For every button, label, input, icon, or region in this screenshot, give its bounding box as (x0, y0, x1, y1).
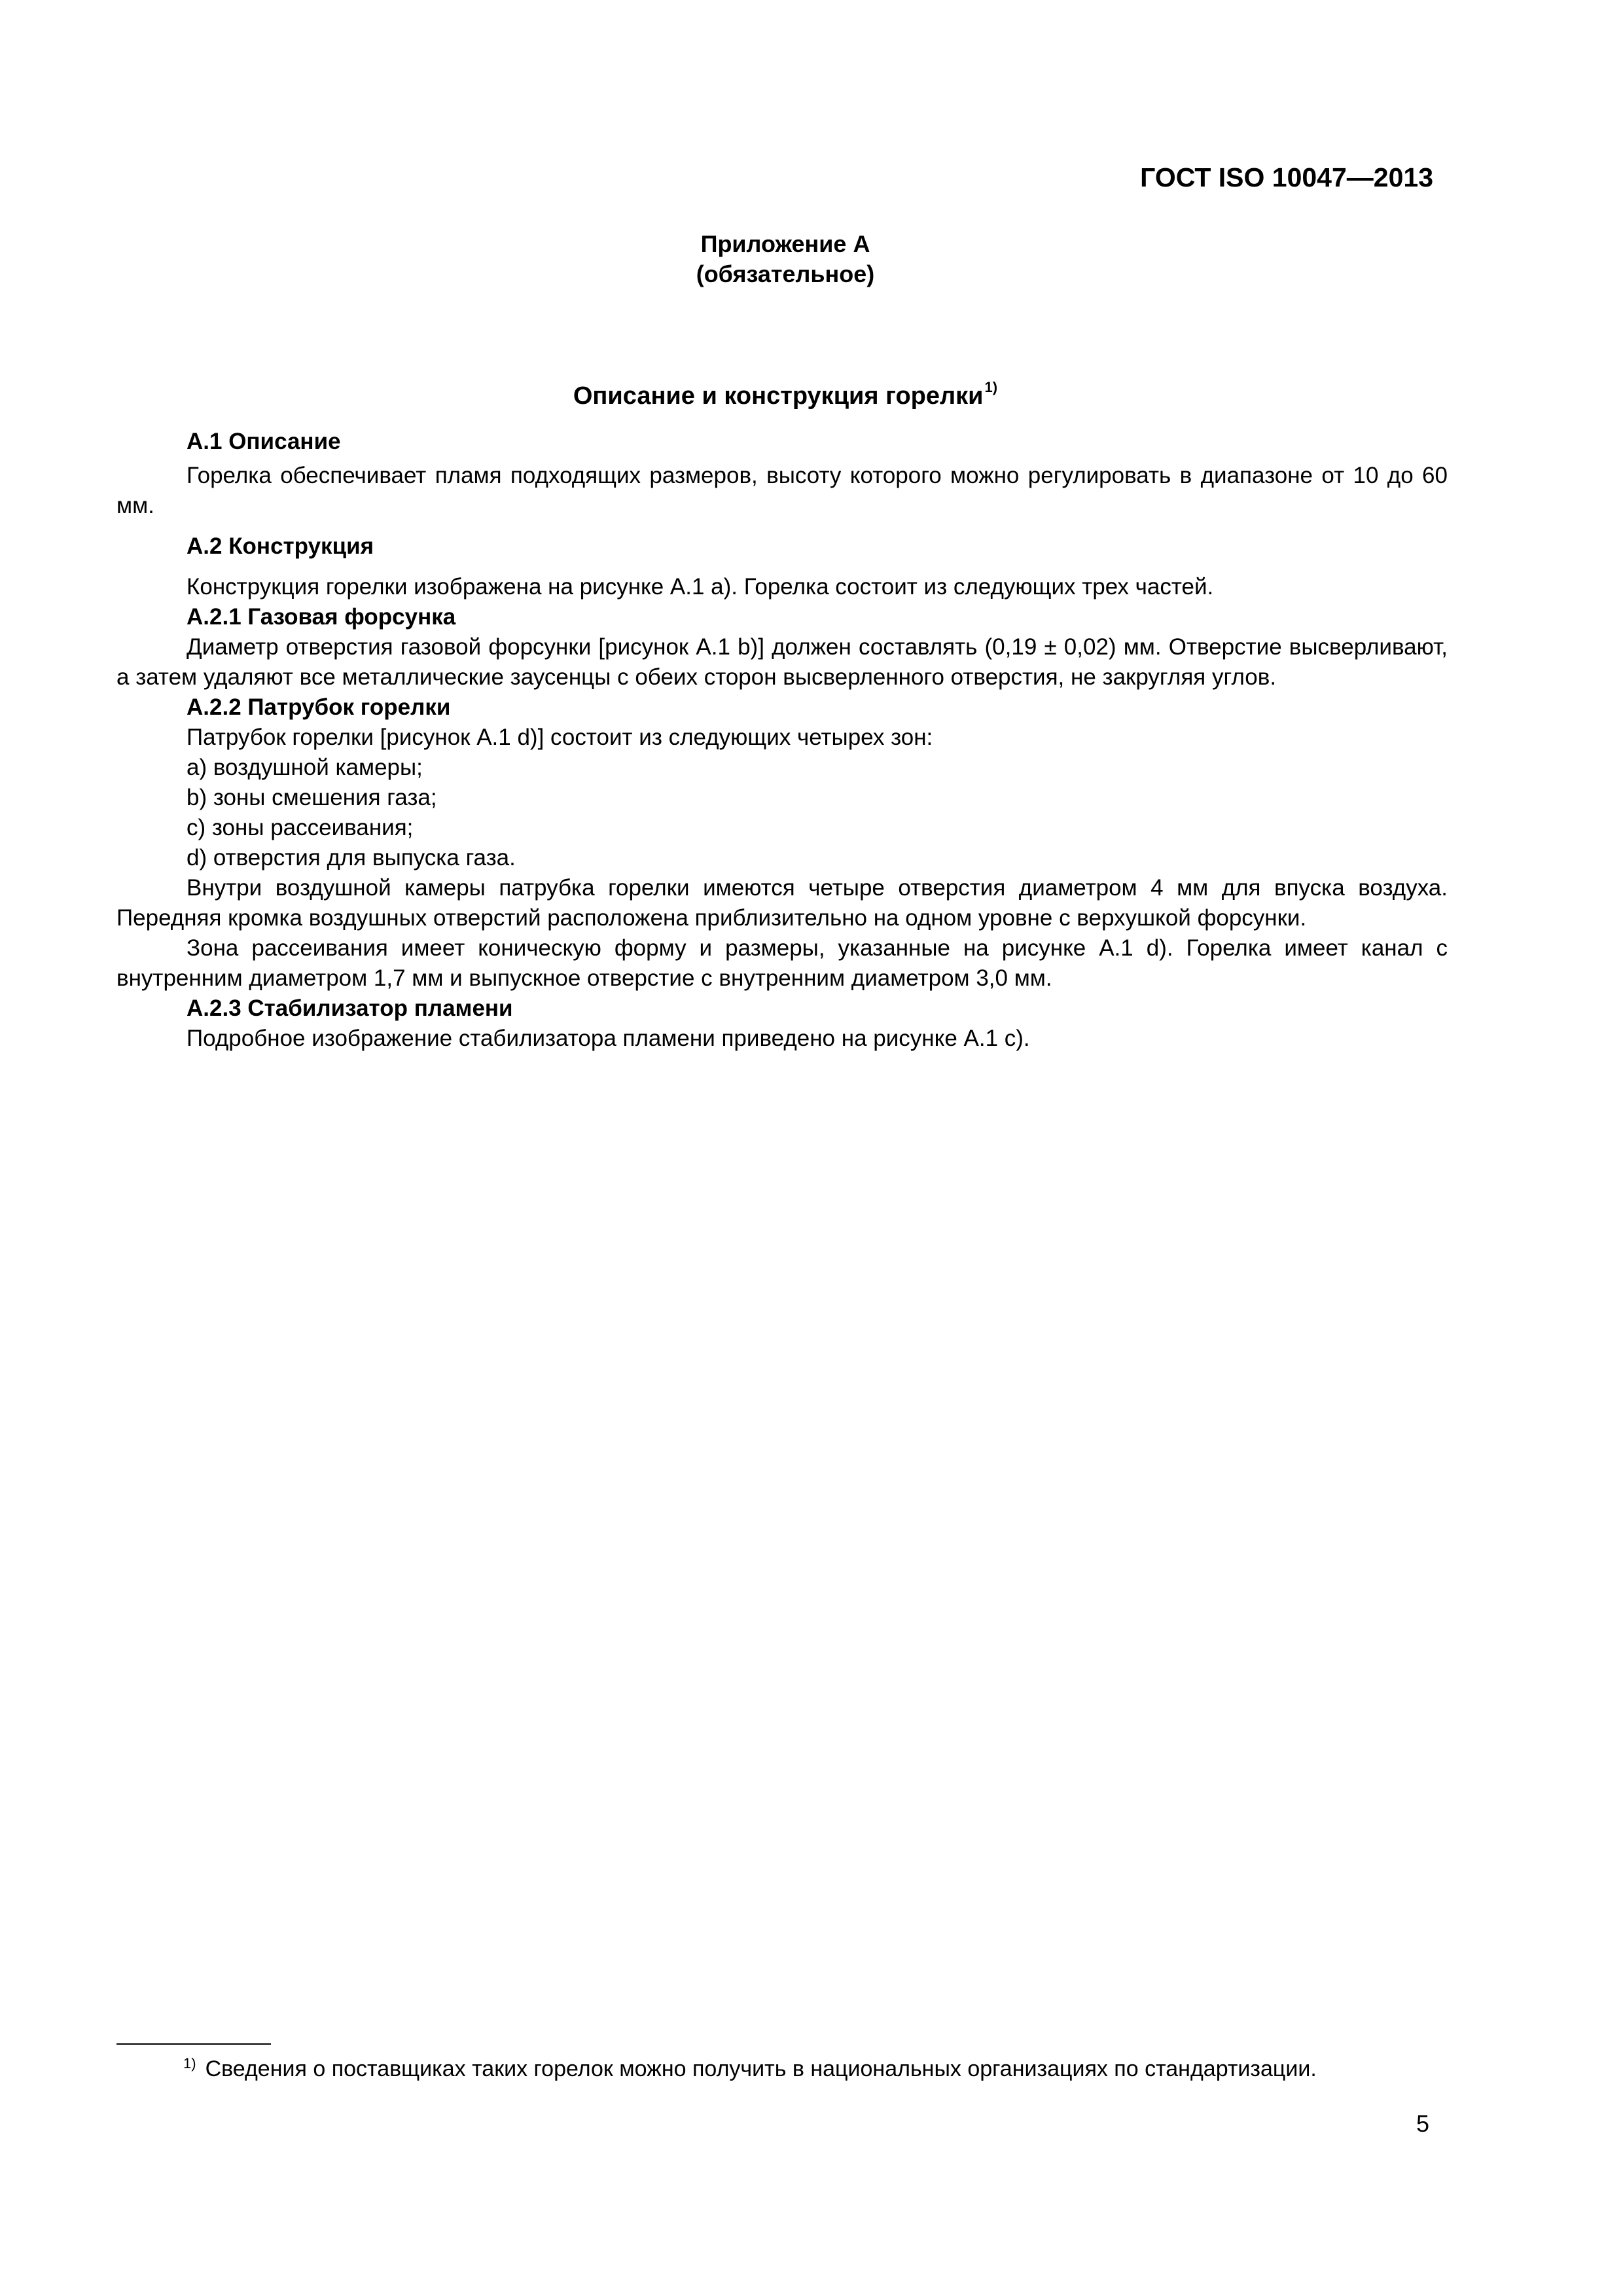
list-item: c) зоны рассеивания; (187, 815, 414, 840)
footnote-reference: 1) (984, 379, 998, 395)
document-body (116, 427, 1448, 1054)
footnote-separator (116, 2043, 271, 2045)
section-heading-a21: А.2.1 Газовая форсунка (187, 604, 456, 630)
section-heading-a23: А.2.3 Стабилизатор пламени (187, 996, 513, 1021)
annex-status: (обязательное) (696, 260, 875, 287)
page-number: 5 (1416, 2110, 1429, 2137)
section-heading-a1: А.1 Описание (187, 429, 341, 454)
annex-title (196, 380, 1374, 412)
list-item: a) воздушной камеры; (187, 755, 423, 780)
footnote-text: Сведения о поставщиках таких горелок можно получить в национальных организациях по стандартизации. (205, 2056, 1317, 2081)
annex-label: Приложение А (700, 230, 870, 257)
footnote-marker: 1) (183, 2055, 196, 2072)
paragraph-a22-intro: Патрубок горелки [рисунок А.1 d)] состоит из следующих четырех зон: (187, 725, 933, 750)
document-code: ГОСТ ISO 10047—2013 (1140, 162, 1433, 192)
paragraph-a22-diffusion-zone: Зона рассеивания имеет коническую форму и размеры, указанные на рисунке А.1 d). Горелка имеет канал с внутренним диаметром 1,7 мм и выпускное отверстие с внутренним диаметром 3,0 мм. (116, 935, 1448, 991)
paragraph-a22-air-holes: Внутри воздушной камеры патрубка горелки имеются четыре отверстия диаметром 4 мм для впуска воздуха. Передняя кромка воздушных отверстий расположена приблизительно на одном уровне с верхушкой форсунки. (116, 875, 1448, 931)
section-heading-a2: А.2 Конструкция (187, 533, 374, 559)
annex-heading (0, 229, 1623, 289)
section-heading-a22: А.2.2 Патрубок горелки (187, 694, 451, 720)
paragraph-a2: Конструкция горелки изображена на рисунке А.1 а). Горелка состоит из следующих трех частей. (187, 574, 1214, 600)
annex-title-text: Описание и конструкция горелки (573, 382, 984, 410)
paragraph-a21: Диаметр отверстия газовой форсунки [рисунок А.1 b)] должен составлять (0,19 ± 0,02) мм. Отверстие высверливают, а затем удаляют все металлические заусенцы с обеих сторон высверленного отверстия, не закругляя углов. (116, 634, 1448, 690)
list-item: b) зоны смешения газа; (187, 785, 437, 810)
list-item: d) отверстия для выпуска газа. (187, 845, 516, 870)
paragraph-a1: Горелка обеспечивает пламя подходящих размеров, высоту которого можно регулировать в диапазоне от 10 до 60 мм. (116, 463, 1448, 518)
paragraph-a23: Подробное изображение стабилизатора пламени приведено на рисунке А.1 с). (187, 1026, 1030, 1051)
footnote (183, 2054, 1317, 2084)
